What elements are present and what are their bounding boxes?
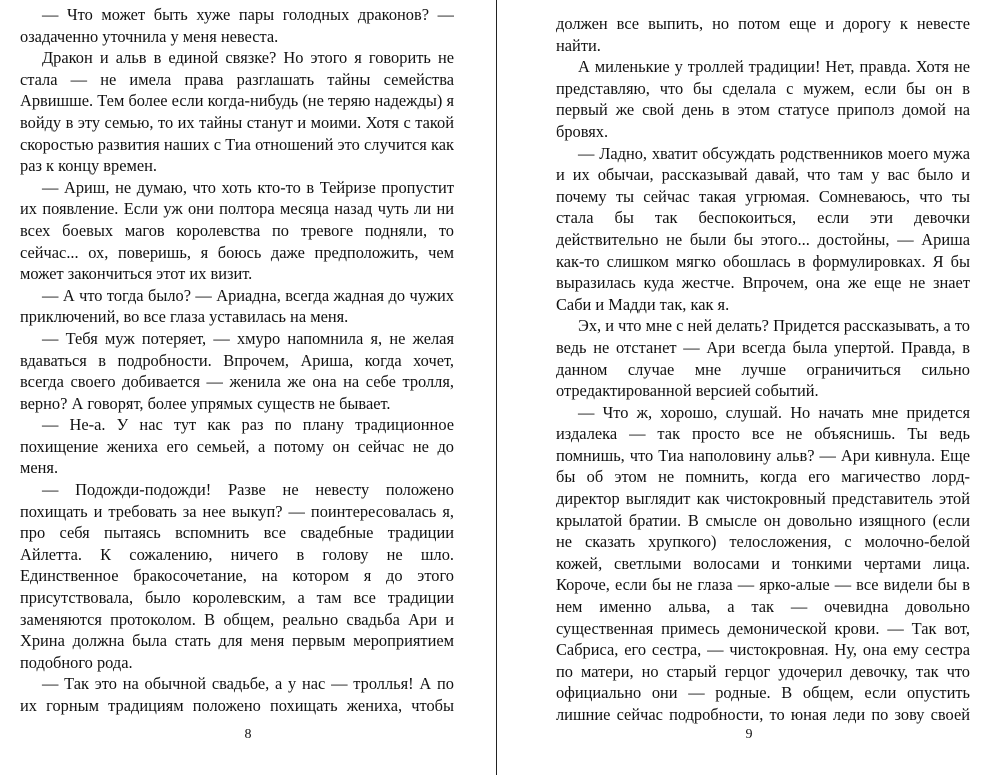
gutter-divider xyxy=(496,0,497,775)
right-page-text xyxy=(556,13,970,725)
paragraph: — Подожди-подожди! Разве не невесту положено похищать и требовать за нее выкуп? — поинтересовалась я, про себя пытаясь вспомнить все свадебные традиции Айлетта. К сожалению, ничего в голову не шло. Единственное бракосочетание, на котором я до этого присутствовала, было королевским, а там все традиции заменяются протоколом. В общем, реально свадьба Ари и Хрина должна была стать для меня первым мероприятием подобного рода. xyxy=(20,480,454,672)
paragraph: — Что может быть хуже пары голодных драконов? — озадаченно уточнила у меня невеста. xyxy=(20,5,454,46)
left-page-text xyxy=(20,4,454,716)
paragraph: — Тебя муж потеряет, — хмуро напомнила я, не желая вдаваться в подробности. Впрочем, Ариша, когда хочет, всегда своего добивается — женила же она на себе тролля, верно? А говорят, более упрямых существ не бывает. xyxy=(20,328,454,413)
paragraph: — Не-а. У нас тут как раз по плану традиционное похищение жениха его семьей, а потому он сейчас не до меня. xyxy=(20,415,454,478)
paragraph: — А что тогда было? — Ариадна, всегда жадная до чужих приключений, во все глаза уставилась на меня. xyxy=(20,285,454,327)
paragraph: Дракон и альв в единой связке? Но этого я говорить не стала — не имела права разглашать тайны семейства Арвишше. Тем более если когда-нибудь (не теряю надежды) я войду в эту семью, то их тайны станут и моими. Хотя с такой скоростью развития наших с Тиа отношений это случится как раз к концу времен. xyxy=(20,48,454,176)
paragraph: А миленькие у троллей традиции! Нет, правда. Хотя не представляю, что бы сделала с мужем, если бы он в первый же свой день в этом статусе приполз домой на бровях. xyxy=(556,57,970,141)
paragraph: Эх, и что мне с ней делать? Придется рассказывать, а то ведь не отстанет — Ари всегда была упертой. Правда, в данном случае мне лучше ограничиться сильно отредактированной версией событий. xyxy=(556,316,970,401)
paragraph: — Что ж, хорошо, слушай. Но начать мне придется издалека — так просто все не объяснишь. Ты ведь помнишь, что Тиа наполовину альв? — Ари кивнула. Еще бы об этом не помнить, когда его магичество лорд-директор выглядит как чистокровный представитель этой крылатой братии. В смысле он довольно изящного (если не сказать хрупкого) телосложения, с молочно-белой кожей, светлыми волосами и тонкими чертами лица. Короче, если бы не глаза — ярко-алые — все видели бы в нем именно альва, а так — очевидна довольно существенная примесь демонической крови. — Так вот, Сабриса, его сестра, — чистокровная. Ну, она ему сестра по матери, но старый герцог удочерил девочку, так что официально они — родные. В общем, если опустить лишние сейчас подробности, то юная леди по зову своей xyxy=(556,402,970,724)
paragraph: — Ладно, хватит обсуждать родственников моего мужа и их обычаи, рассказывай давай, что там у вас было и почему ты сейчас такая угрюмая. Сомневаюсь, что ты стала бы так беспокоиться, если эти девочки действительно не были бы этого... достойны, — Ариша как-то слишком мягко обошлась в формулировках. Я бы выразилась куда жестче. Впрочем, она же еще не знает Саби и Мадди так, как я. xyxy=(556,143,970,314)
right-page xyxy=(498,0,1000,775)
page-number: 9 xyxy=(745,727,753,742)
paragraph: должен все выпить, но потом еще и дорогу к невесте найти. xyxy=(556,14,970,55)
paragraph: — Так это на обычной свадьбе, а у нас — троллья! А по их горным традициям положено похищать жениха, чтобы xyxy=(20,674,454,715)
page-number: 8 xyxy=(244,727,252,742)
paragraph: — Ариш, не думаю, что хоть кто-то в Тейризе пропустит их появление. Если уж они полтора месяца назад чуть ли ни всех боевых магов королевства по тревоге подняли, то сейчас... ох, поверишь, я боюсь даже предположить, чем может закончиться этот их визит. xyxy=(20,177,454,284)
left-page xyxy=(0,0,496,775)
